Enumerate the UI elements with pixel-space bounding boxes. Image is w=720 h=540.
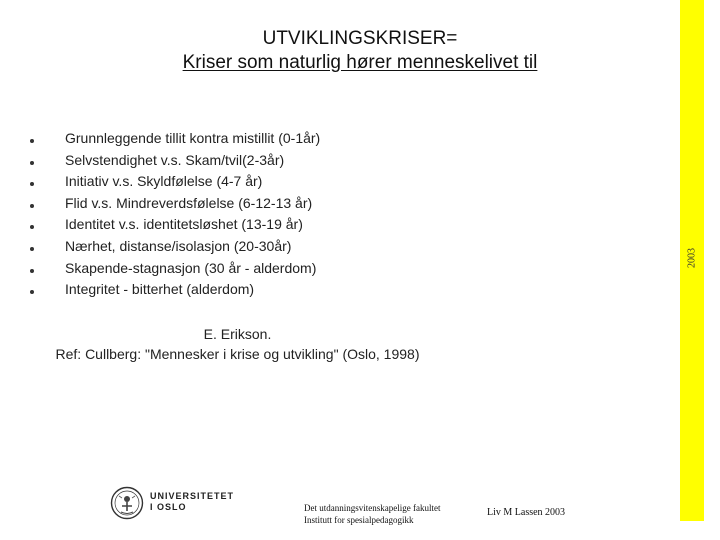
logo-text-line1: UNIVERSITETET [150, 491, 235, 501]
list-item-text: Identitet v.s. identitetsløshet (13-19 år) [65, 216, 303, 233]
slide-title: UTVIKLINGSKRISER= [262, 28, 458, 49]
sidebar-year: 2003 [686, 248, 698, 268]
bullet-icon [30, 204, 34, 208]
bullet-icon [30, 290, 34, 294]
list-item-text: Skapende-stagnasjon (30 år - alderdom) [65, 259, 317, 276]
university-seal-icon [110, 484, 144, 522]
footer-faculty: Det utdanningsvitenskapelige fakultet [304, 503, 441, 513]
bullet-icon [30, 269, 34, 273]
list-item-text: Initiativ v.s. Skyldfølelse (4-7 år) [65, 173, 263, 190]
yellow-sidebar [680, 0, 704, 521]
footer-author: Liv M Lassen 2003 [487, 507, 566, 518]
university-logo [110, 484, 245, 522]
list-item-text: Integritet - bitterhet (alderdom) [65, 281, 255, 298]
list-item-text: Flid v.s. Mindreverdsfølelse (6-12-13 år) [65, 194, 313, 211]
bullet-icon [30, 225, 34, 229]
list-item-text: Nærhet, distanse/isolasjon (20-30år) [65, 237, 292, 254]
footer-institute: Institutt for spesialpedagogikk [304, 515, 414, 525]
list-item-text: Grunnleggende tillit kontra mistillit (0-1år) [65, 130, 321, 146]
bullet-icon [30, 139, 34, 143]
list-item-text: Selvstendighet v.s. Skam/tvil(2-3år) [65, 151, 285, 168]
reference-source: Ref: Cullberg: "Mennesker i krise og utvikling" (Oslo, 1998) [55, 346, 420, 362]
slide-subtitle: Kriser som naturlig hører menneskelivet til [182, 52, 538, 73]
reference-author: E. Erikson. [203, 326, 272, 342]
logo-text-line2: I OSLO [150, 502, 187, 512]
bullet-icon [30, 161, 34, 165]
bullet-icon [30, 182, 34, 186]
bullet-icon [30, 247, 34, 251]
